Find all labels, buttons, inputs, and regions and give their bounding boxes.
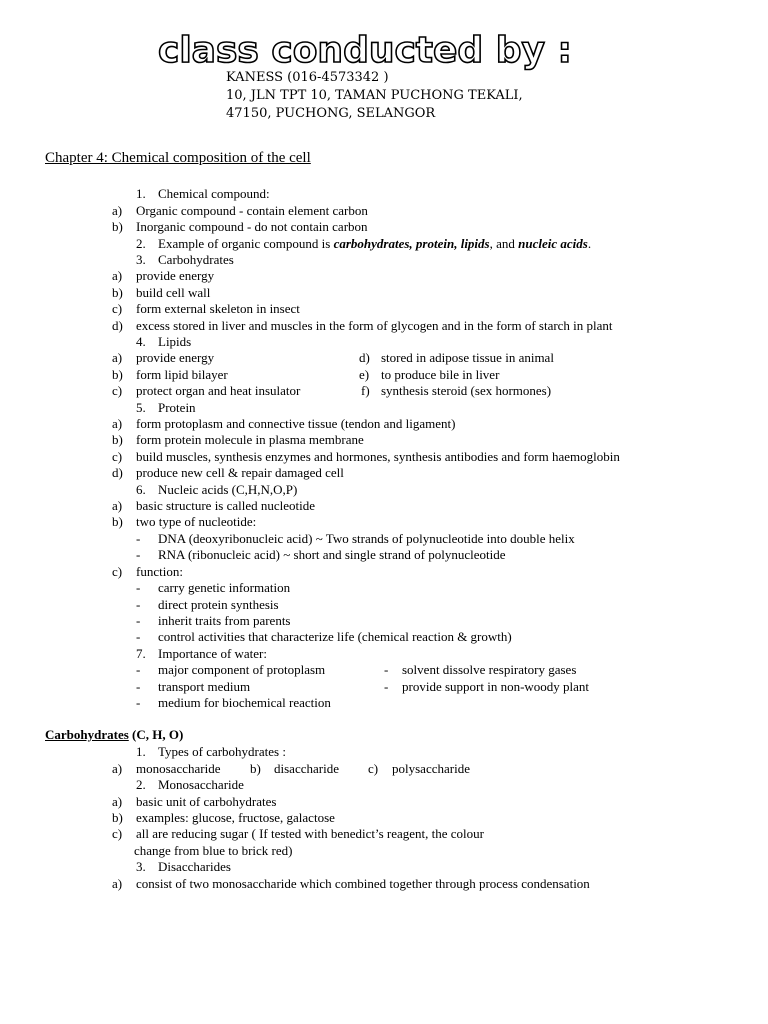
item-marker: d) [112,465,123,480]
section-title: Disaccharides [158,859,231,874]
list-item: control activities that characterize life (chemical reaction & growth) [158,629,512,644]
item-marker: c) [112,564,123,579]
section-number: 6. [136,482,146,497]
list-item: protect organ and heat insulator [136,383,301,398]
section-number: 1. [136,186,146,201]
list-item: excess stored in liver and muscles in the form of glycogen and in the form of starch in plant [136,318,613,333]
item-marker: d) [359,350,370,365]
list-item: consist of two monosaccharide which combined together through process condensation [136,876,590,891]
section-title: Chemical compound: [158,186,270,201]
section-number: 2. [136,236,146,251]
list-item: polysaccharide [392,761,470,776]
item-marker: d) [112,318,123,333]
item-marker: a) [112,794,123,809]
list-item: medium for biochemical reaction [158,695,331,710]
list-item: form protoplasm and connective tissue (tendon and ligament) [136,416,456,431]
dash-bullet: - [136,613,141,628]
list-item: build muscles, synthesis enzymes and hormones, synthesis antibodies and form haemoglobin [136,449,620,464]
item-marker: b) [112,285,123,300]
banner-text: class conducted by : [158,30,572,71]
list-item: provide energy [136,268,215,283]
list-item: carry genetic information [158,580,291,595]
list-item: Organic compound - contain element carbon [136,203,368,218]
section-title: Nucleic acids (C,H,N,O,P) [158,482,298,497]
section-number: 4. [136,334,146,349]
dash-bullet: - [384,662,389,677]
section-title: Carbohydrates [158,252,234,267]
dash-bullet: - [136,679,141,694]
item-marker: a) [112,416,123,431]
list-item-continuation: change from blue to brick red) [134,843,293,858]
class-conducted-by-banner [156,24,596,72]
item-marker: b) [112,514,123,529]
dash-bullet: - [384,679,389,694]
section-number: 5. [136,400,146,415]
dash-bullet: - [136,580,141,595]
emphasis-text: carbohydrates, protein, lipids [333,236,490,251]
list-item: DNA (deoxyribonucleic acid) ~ Two strands of polynucleotide into double helix [158,531,575,546]
item-marker: a) [112,761,123,776]
item-marker: b) [250,761,261,776]
list-item: provide support in non-woody plant [402,679,590,694]
list-item: disaccharide [274,761,339,776]
list-item: examples: glucose, fructose, galactose [136,810,335,825]
section-number: 7. [136,646,146,661]
list-item: direct protein synthesis [158,597,279,612]
item-marker: a) [112,203,123,218]
organic-compound-examples [158,236,591,252]
list-item: stored in adipose tissue in animal [381,350,554,365]
heading-text: Carbohydrates [45,727,129,742]
heading-suffix: (C, H, O) [128,727,184,742]
list-item: provide energy [136,350,215,365]
item-marker: b) [112,810,123,825]
chapter-title: Chapter 4: Chemical composition of the cell [45,150,311,166]
item-marker: c) [368,761,379,776]
item-marker: a) [112,498,123,513]
text-fragment: . [587,236,592,251]
list-item: all are reducing sugar ( If tested with benedict’s reagent, the colour [136,826,484,841]
list-item: inherit traits from parents [158,613,291,628]
item-marker: a) [112,876,123,891]
section-title: Lipids [158,334,192,349]
emphasis-text: nucleic acids [518,236,588,251]
text-fragment: , and [489,236,519,251]
section-title: Types of carbohydrates : [158,744,286,759]
list-item: solvent dissolve respiratory gases [402,662,577,677]
list-item: function: [136,564,183,579]
item-marker: c) [112,826,123,841]
carbohydrates-heading [45,727,183,743]
dash-bullet: - [136,695,141,710]
section-number: 3. [136,859,146,874]
item-marker: f) [361,383,370,398]
section-number: 1. [136,744,146,759]
list-item: basic unit of carbohydrates [136,794,277,809]
item-marker: b) [112,219,123,234]
item-marker: a) [112,268,123,283]
section-title: Monosaccharide [158,777,244,792]
item-marker: e) [359,367,370,382]
list-item: Inorganic compound - do not contain carbon [136,219,368,234]
address-line-2: 47150, PUCHONG, SELANGOR [226,106,436,121]
item-marker: b) [112,367,123,382]
list-item: produce new cell & repair damaged cell [136,465,344,480]
list-item: form lipid bilayer [136,367,228,382]
dash-bullet: - [136,629,141,644]
list-item: transport medium [158,679,251,694]
item-marker: c) [112,449,123,464]
text-fragment: Example of organic compound is [158,236,334,251]
section-number: 3. [136,252,146,267]
dash-bullet: - [136,531,141,546]
list-item: build cell wall [136,285,211,300]
list-item: two type of nucleotide: [136,514,257,529]
item-marker: a) [112,350,123,365]
item-marker: b) [112,432,123,447]
list-item: to produce bile in liver [381,367,500,382]
list-item: RNA (ribonucleic acid) ~ short and single strand of polynucleotide [158,547,506,562]
address-line-1: 10, JLN TPT 10, TAMAN PUCHONG TEKALI, [226,88,523,103]
list-item: form external skeleton in insect [136,301,300,316]
dash-bullet: - [136,597,141,612]
list-item: monosaccharide [136,761,221,776]
item-marker: c) [112,301,123,316]
tutor-name-phone: KANESS (016-4573342 ) [226,70,389,85]
dash-bullet: - [136,547,141,562]
dash-bullet: - [136,662,141,677]
item-marker: c) [112,383,123,398]
list-item: synthesis steroid (sex hormones) [381,383,552,398]
list-item: basic structure is called nucleotide [136,498,316,513]
section-title: Protein [158,400,196,415]
section-title: Importance of water: [158,646,268,661]
section-number: 2. [136,777,146,792]
list-item: form protein molecule in plasma membrane [136,432,364,447]
list-item: major component of protoplasm [158,662,326,677]
